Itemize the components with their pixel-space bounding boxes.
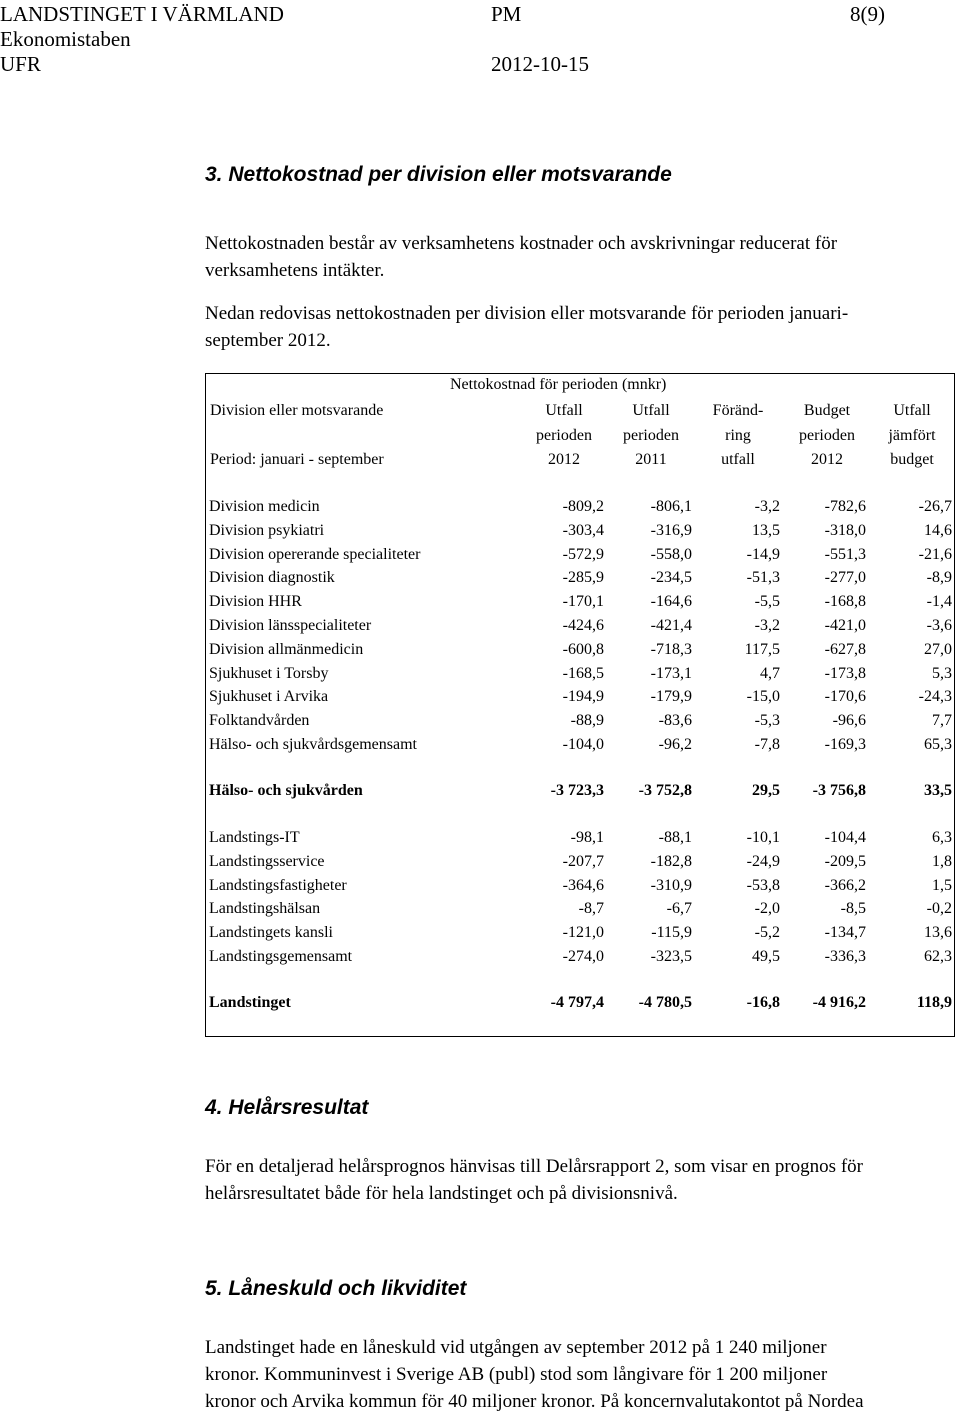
table-row-label: Division psykiatri <box>209 522 325 539</box>
section3-heading: 3. Nettokostnad per division eller motsvarande <box>205 163 672 186</box>
table-row-value-1: -8,7 <box>578 900 604 917</box>
table-row-value-4: -277,0 <box>824 569 866 586</box>
table-row-value-4: -336,3 <box>824 948 866 965</box>
table-row-value-2: -88,1 <box>658 829 692 846</box>
table-row-label: Landstingsgemensamt <box>209 948 353 965</box>
table-row-value-4: -627,8 <box>824 641 866 658</box>
table-row-value-4: -8,5 <box>840 900 866 917</box>
section5-line1: Landstinget hade en låneskuld vid utgången av september 2012 på 1 240 miljoner <box>205 1337 827 1358</box>
table-row-value-3: -5,5 <box>754 593 780 610</box>
table-row-value-3: -15,0 <box>746 688 780 705</box>
table-title: Nettokostnad för perioden (mnkr) <box>450 376 667 393</box>
table-row-value-4: -168,8 <box>824 593 866 610</box>
table-row-value-3: -14,9 <box>746 546 780 563</box>
table-row-value-2: -6,7 <box>666 900 692 917</box>
table-row-value-4: -173,8 <box>824 665 866 682</box>
table-row-value-5: -0,2 <box>926 900 952 917</box>
table-row-value-2: -173,1 <box>650 665 692 682</box>
table-row-value-5: 6,3 <box>932 829 952 846</box>
subtotal-row-value-4: -3 756,8 <box>812 782 866 799</box>
table-row-value-2: -164,6 <box>650 593 692 610</box>
table-row-value-1: -364,6 <box>562 877 604 894</box>
section5-heading: 5. Låneskuld och likviditet <box>205 1277 467 1300</box>
table-row-value-1: -600,8 <box>562 641 604 658</box>
table-row-value-1: -194,9 <box>562 688 604 705</box>
table-row-value-4: -134,7 <box>824 924 866 941</box>
table-row-label: Landstings-IT <box>209 829 300 846</box>
table-row-value-5: 65,3 <box>924 736 952 753</box>
table-row-value-3: 117,5 <box>744 641 780 658</box>
table-row-label: Division opererande specialiteter <box>209 546 421 563</box>
table-row-value-2: -718,3 <box>650 641 692 658</box>
column-header-1-line3: 2012 <box>548 451 580 468</box>
table-row-value-1: -170,1 <box>562 593 604 610</box>
table-row-value-5: 27,0 <box>924 641 952 658</box>
table-row-value-5: -8,9 <box>926 569 952 586</box>
table-row-value-3: -3,2 <box>754 617 780 634</box>
table-row-value-5: 7,7 <box>932 712 952 729</box>
row-header-top: Division eller motsvarande <box>210 402 384 419</box>
reference: UFR <box>0 52 41 76</box>
table-row-value-2: -179,9 <box>650 688 692 705</box>
column-header-3-line2: ring <box>725 427 751 444</box>
table-row-label: Hälso- och sjukvårdsgemensamt <box>209 736 417 753</box>
table-row-label: Division HHR <box>209 593 302 610</box>
column-header-2-line3: 2011 <box>635 451 667 468</box>
table-row-value-1: -809,2 <box>562 498 604 515</box>
table-row-value-5: -1,4 <box>926 593 952 610</box>
table-row-value-5: -3,6 <box>926 617 952 634</box>
table-row-value-5: 62,3 <box>924 948 952 965</box>
department: Ekonomistaben <box>0 27 131 51</box>
column-header-3-line1: Föränd- <box>712 402 764 419</box>
total-row-value-3: -16,8 <box>746 994 780 1011</box>
document-date: 2012-10-15 <box>491 52 589 76</box>
subtotal-row-value-1: -3 723,3 <box>550 782 604 799</box>
table-row-value-4: -209,5 <box>824 853 866 870</box>
table-row-label: Landstingets kansli <box>209 924 333 941</box>
table-row-value-3: -2,0 <box>754 900 780 917</box>
table-row-value-1: -424,6 <box>562 617 604 634</box>
section3-para2-line2: september 2012. <box>205 330 331 351</box>
table-row-value-3: -51,3 <box>746 569 780 586</box>
column-header-1-line1: Utfall <box>545 402 583 419</box>
table-row-label: Sjukhuset i Arvika <box>209 688 329 705</box>
table-row-value-1: -88,9 <box>570 712 604 729</box>
table-row-label: Folktandvården <box>209 712 310 729</box>
column-header-5-line1: Utfall <box>893 402 931 419</box>
table-row-label: Division medicin <box>209 498 320 515</box>
table-row-value-2: -316,9 <box>650 522 692 539</box>
table-row-value-1: -121,0 <box>562 924 604 941</box>
table-row-value-2: -310,9 <box>650 877 692 894</box>
table-row-value-4: -318,0 <box>824 522 866 539</box>
table-row-value-1: -104,0 <box>562 736 604 753</box>
table-row-value-2: -323,5 <box>650 948 692 965</box>
table-row-value-5: -21,6 <box>918 546 952 563</box>
table-row-value-3: -5,2 <box>754 924 780 941</box>
table-row-value-3: -3,2 <box>754 498 780 515</box>
table-row-value-1: -572,9 <box>562 546 604 563</box>
table-row-value-5: 14,6 <box>924 522 952 539</box>
table-row-value-2: -182,8 <box>650 853 692 870</box>
total-row-value-4: -4 916,2 <box>812 994 866 1011</box>
table-row-value-1: -168,5 <box>562 665 604 682</box>
section4-line1: För en detaljerad helårsprognos hänvisas till Delårsrapport 2, som visar en prognos för <box>205 1156 863 1177</box>
column-header-2-line2: perioden <box>623 427 679 444</box>
section3-para1-line1: Nettokostnaden består av verksamhetens kostnader och avskrivningar reducerat för <box>205 233 838 254</box>
table-row-label: Landstingsservice <box>209 853 325 870</box>
table-row-value-1: -303,4 <box>562 522 604 539</box>
table-row-value-3: 4,7 <box>760 665 780 682</box>
column-header-1-line2: perioden <box>536 427 592 444</box>
table-row-value-2: -115,9 <box>651 924 692 941</box>
table-row-value-3: -24,9 <box>746 853 780 870</box>
table-row-value-5: 5,3 <box>932 665 952 682</box>
table-row-value-5: 1,8 <box>932 853 952 870</box>
column-header-5-line2: jämfört <box>888 427 936 444</box>
table-row-value-5: -24,3 <box>918 688 952 705</box>
table-row-value-3: -5,3 <box>754 712 780 729</box>
section3-para1-line2: verksamhetens intäkter. <box>205 260 385 281</box>
table-row-value-5: 1,5 <box>932 877 952 894</box>
table-row-value-1: -207,7 <box>562 853 604 870</box>
table-row-value-5: -26,7 <box>918 498 952 515</box>
total-row-label: Landstinget <box>209 994 291 1011</box>
table-row-value-3: -10,1 <box>746 829 780 846</box>
table-row-value-4: -551,3 <box>824 546 866 563</box>
table-row-value-3: -7,8 <box>754 736 780 753</box>
table-row-value-4: -170,6 <box>824 688 866 705</box>
column-header-4-line3: 2012 <box>811 451 843 468</box>
table-row-value-4: -104,4 <box>824 829 866 846</box>
table-row-value-2: -558,0 <box>650 546 692 563</box>
table-row-value-2: -806,1 <box>650 498 692 515</box>
table-row-value-3: -53,8 <box>746 877 780 894</box>
total-row-value-1: -4 797,4 <box>550 994 604 1011</box>
table-row-value-2: -421,4 <box>650 617 692 634</box>
column-header-2-line1: Utfall <box>632 402 670 419</box>
table-row-value-4: -366,2 <box>824 877 866 894</box>
table-row-value-4: -96,6 <box>832 712 866 729</box>
table-row-label: Landstingsfastigheter <box>209 877 347 894</box>
table-row-label: Division diagnostik <box>209 569 335 586</box>
table-row-value-4: -421,0 <box>824 617 866 634</box>
column-header-4-line2: perioden <box>799 427 855 444</box>
row-header-bottom: Period: januari - september <box>210 451 384 468</box>
table-row-value-1: -274,0 <box>562 948 604 965</box>
doc-type: PM <box>491 2 522 26</box>
table-row-value-5: 13,6 <box>924 924 952 941</box>
section3-para2-line1: Nedan redovisas nettokostnaden per division eller motsvarande för perioden januari- <box>205 303 849 324</box>
table-row-value-3: 49,5 <box>752 948 780 965</box>
table-row-value-2: -234,5 <box>650 569 692 586</box>
table-row-value-3: 13,5 <box>752 522 780 539</box>
table-row-value-2: -96,2 <box>658 736 692 753</box>
section4-heading: 4. Helårsresultat <box>205 1096 369 1119</box>
table-row-label: Division länsspecialiteter <box>209 617 372 634</box>
table-row-label: Landstingshälsan <box>209 900 321 917</box>
subtotal-row-value-5: 33,5 <box>924 782 952 799</box>
subtotal-row-value-3: 29,5 <box>752 782 780 799</box>
table-row-label: Division allmänmedicin <box>209 641 364 658</box>
column-header-3-line3: utfall <box>721 451 755 468</box>
subtotal-row-value-2: -3 752,8 <box>638 782 692 799</box>
subtotal-row-label: Hälso- och sjukvården <box>209 782 363 799</box>
section5-line2: kronor. Kommuninvest i Sverige AB (publ) stod som långivare för 1 200 miljoner <box>205 1364 828 1385</box>
table-row-value-1: -98,1 <box>570 829 604 846</box>
section4-line2: helårsresultatet både för hela landstinget och på divisionsnivå. <box>205 1183 678 1204</box>
table-row-value-1: -285,9 <box>562 569 604 586</box>
table-row-value-2: -83,6 <box>658 712 692 729</box>
total-row-value-2: -4 780,5 <box>638 994 692 1011</box>
section5-line3: kronor och Arvika kommun för 40 miljoner kronor. På koncernvalutakontot på Nordea <box>205 1391 864 1412</box>
table-row-value-4: -169,3 <box>824 736 866 753</box>
org-name: LANDSTINGET I VÄRMLAND <box>0 2 284 26</box>
page-number: 8(9) <box>850 2 885 26</box>
column-header-4-line1: Budget <box>803 402 851 419</box>
total-row-value-5: 118,9 <box>916 994 952 1011</box>
table-row-label: Sjukhuset i Torsby <box>209 665 329 682</box>
column-header-5-line3: budget <box>890 451 934 468</box>
table-row-value-4: -782,6 <box>824 498 866 515</box>
